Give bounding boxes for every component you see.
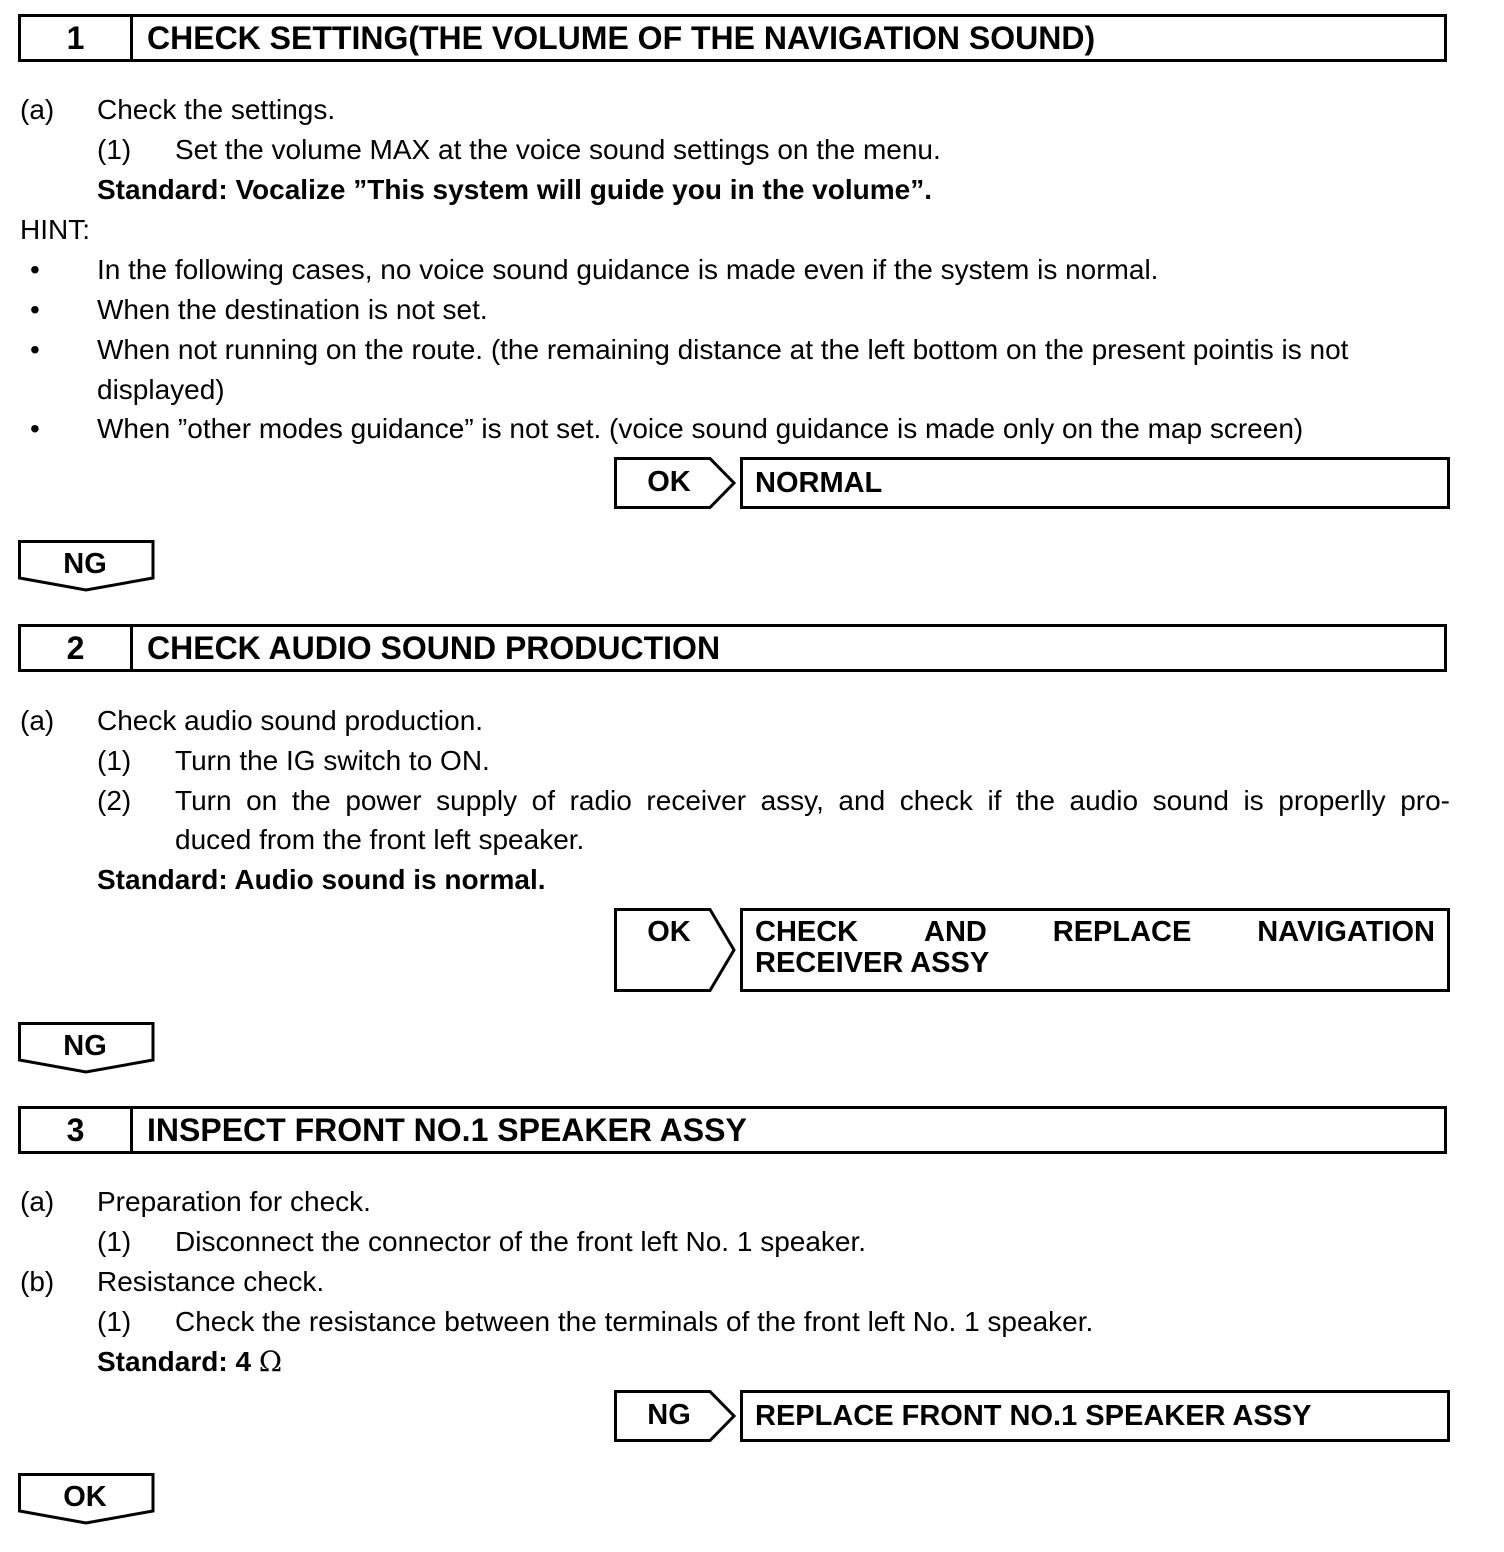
hint-bullet: When not running on the route. (the remaining distance at the left bottom on the present pointis is not — [97, 334, 1349, 365]
subitem-text: Check the resistance between the terminals of the front left No. 1 speaker. — [175, 1306, 1094, 1337]
subitem-label: (2) — [97, 785, 132, 816]
subitem-text-continuation: duced from the front left speaker. — [175, 824, 585, 855]
result-word: NAVIGATION — [1257, 916, 1435, 948]
step-number: 3 — [21, 1109, 133, 1151]
result-box — [740, 908, 1450, 992]
standard-text — [97, 1345, 282, 1379]
ok-result-arrow — [614, 908, 736, 992]
item-label: (b) — [20, 1266, 55, 1297]
result-box — [740, 457, 1450, 509]
item-label: (a) — [20, 1186, 55, 1217]
item-text: Resistance check. — [97, 1266, 325, 1297]
result-arrow-label: OK — [647, 916, 691, 948]
ng-result-arrow — [614, 1390, 736, 1442]
item-label: (a) — [20, 705, 55, 736]
standard-text: Standard: Vocalize ”This system will guide you in the volume”. — [97, 174, 932, 205]
result-line-2: RECEIVER ASSY — [755, 947, 990, 979]
down-arrow-label: NG — [63, 548, 107, 580]
result-box — [740, 1390, 1450, 1442]
result-text: NORMAL — [755, 467, 883, 499]
standard-text: Standard: Audio sound is normal. — [97, 864, 546, 895]
result-line-1 — [755, 917, 1435, 948]
subitem-text: Set the volume MAX at the voice sound settings on the menu. — [175, 134, 941, 165]
result-word: CHECK — [755, 916, 859, 948]
bullet-icon: • — [30, 254, 40, 285]
result-word: AND — [924, 916, 987, 948]
ohm-unit: Ω — [258, 1345, 283, 1378]
subitem-text: Disconnect the connector of the front left No. 1 speaker. — [175, 1226, 867, 1257]
bullet-icon: • — [30, 413, 40, 444]
down-arrow-label: NG — [63, 1030, 107, 1062]
hint-bullet: When ”other modes guidance” is not set. (voice sound guidance is made only on the map screen) — [97, 413, 1304, 444]
item-text: Check the settings. — [97, 94, 336, 125]
item-text: Preparation for check. — [97, 1186, 371, 1217]
item-text: Check audio sound production. — [97, 705, 484, 736]
subitem-text: Turn the IG switch to ON. — [175, 745, 490, 776]
step-2-header — [18, 624, 1447, 672]
step-1-header — [18, 14, 1447, 62]
ok-result-arrow — [614, 457, 736, 509]
ng-down-arrow — [18, 1022, 156, 1074]
subitem-label: (1) — [97, 745, 132, 776]
subitem-label: (1) — [97, 134, 132, 165]
down-arrow-label: OK — [63, 1481, 107, 1513]
hint-bullet: When the destination is not set. — [97, 294, 488, 325]
item-label: (a) — [20, 94, 55, 125]
subitem-text: Turn on the power supply of radio receiver assy, and check if the audio sound is properlly pro- — [175, 785, 1450, 816]
subitem-label: (1) — [97, 1226, 132, 1257]
standard-prefix: Standard: 4 — [97, 1346, 259, 1377]
result-word: REPLACE — [1052, 916, 1192, 948]
step-number: 2 — [21, 627, 133, 669]
ng-down-arrow — [18, 540, 156, 592]
result-arrow-label: OK — [647, 466, 691, 498]
step-title: CHECK AUDIO SOUND PRODUCTION — [147, 630, 721, 666]
step-title: INSPECT FRONT NO.1 SPEAKER ASSY — [147, 1112, 747, 1148]
subitem-label: (1) — [97, 1306, 132, 1337]
hint-label: HINT: — [20, 214, 90, 245]
hint-bullet-continuation: displayed) — [97, 374, 225, 405]
step-number: 1 — [21, 17, 133, 59]
ok-down-arrow — [18, 1473, 156, 1525]
hint-bullet: In the following cases, no voice sound guidance is made even if the system is normal. — [97, 254, 1159, 285]
bullet-icon: • — [30, 334, 40, 365]
step-title: CHECK SETTING(THE VOLUME OF THE NAVIGATION SOUND) — [147, 20, 1096, 56]
step-3-header — [18, 1106, 1447, 1154]
result-text: REPLACE FRONT NO.1 SPEAKER ASSY — [755, 1400, 1312, 1432]
result-arrow-label: NG — [647, 1399, 691, 1431]
bullet-icon: • — [30, 294, 40, 325]
